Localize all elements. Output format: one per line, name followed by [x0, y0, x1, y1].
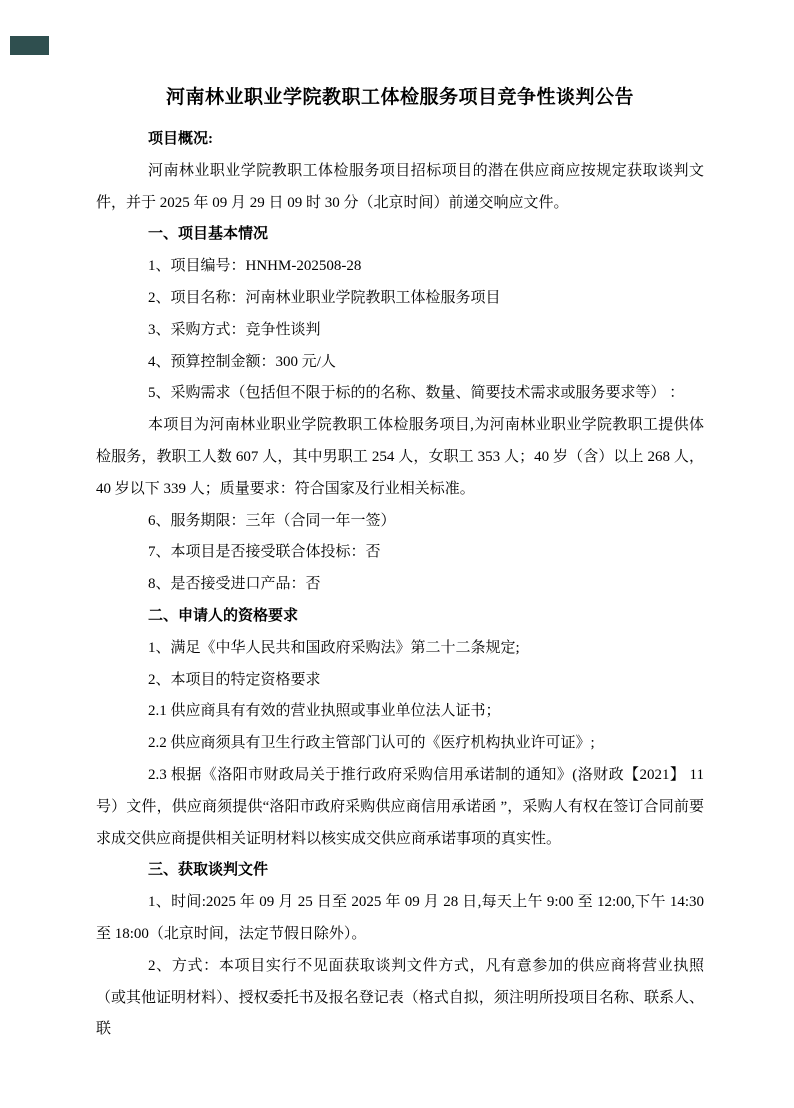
page-corner-mark: [10, 36, 49, 55]
overview-heading: 项目概况:: [148, 131, 213, 147]
item-service-period: 6、服务期限：三年（合同一年一签）: [148, 512, 396, 529]
item-consortium-bid: 7、本项目是否接受联合体投标：否: [148, 544, 381, 561]
item-import-products: 8、是否接受进口产品：否: [148, 576, 321, 593]
item-credit-commitment: 2.3 根据《洛阳市财政局关于推行政府采购信用承诺制的通知》(洛财政【2021】 11 号）文件，供应商须提供“洛阳市政府采购供应商信用承诺函 ”，采购人有权在签订合同前要求成交供应商提供相关证明材料以核实成交供应商承诺事项的真实性。: [96, 766, 704, 847]
section2-heading: 二、申请人的资格要求: [148, 607, 299, 624]
item-project-name: 2、项目名称：河南林业职业学院教职工体检服务项目: [148, 289, 501, 306]
item-medical-license: 2.2 供应商须具有卫生行政主管部门认可的《医疗机构执业许可证》;: [148, 735, 595, 752]
item-demand-description: 本项目为河南林业职业学院教职工体检服务项目,为河南林业职业学院教职工提供体检服务，教职工人数 607 人，其中男职工 254 人，女职工 353 人；40 岁（含）以上 268 人，40 岁以下 339 人；质量要求：符合国家及行业相关标准。: [96, 417, 704, 497]
item-procurement-demand: 5、采购需求（包括但不限于标的的名称、数量、简要技术需求或服务要求等） ：: [148, 385, 685, 402]
item-specific-qualification: 2、本项目的特定资格要求: [148, 671, 321, 688]
item-business-license: 2.1 供应商具有有效的营业执照或事业单位法人证书；: [148, 703, 501, 720]
item-obtain-method: 2、方式：本项目实行不见面获取谈判文件方式，凡有意参加的供应商将营业执照（或其他证明材料）、授权委托书及报名登记表（格式自拟，须注明所投项目名称、联系人、联: [96, 957, 704, 1038]
document-content: [96, 84, 704, 1046]
section3-heading: 三、获取谈判文件: [148, 862, 269, 879]
item-budget-amount: 4、预算控制金额：300 元/人: [148, 353, 336, 370]
overview-body: 河南林业职业学院教职工体检服务项目招标项目的潜在供应商应按规定获取谈判文件，并于 2025 年 09 月 29 日 09 时 30 分（北京时间）前递交响应文件。: [96, 162, 704, 211]
item-procurement-method: 3、采购方式：竞争性谈判: [148, 321, 321, 338]
item-qualification-law: 1、满足《中华人民共和国政府采购法》第二十二条规定;: [148, 639, 520, 656]
item-project-number: 1、项目编号：HNHM-202508-28: [148, 258, 362, 275]
section1-heading: 一、项目基本情况: [148, 226, 269, 243]
document-title: 河南林业职业学院教职工体检服务项目竞争性谈判公告: [165, 87, 634, 108]
item-obtain-time: 1、时间:2025 年 09 月 25 日至 2025 年 09 月 28 日,每天上午 9:00 至 12:00,下午 14:30 至 18:00（北京时间，法定节假日除外）。: [96, 894, 704, 942]
